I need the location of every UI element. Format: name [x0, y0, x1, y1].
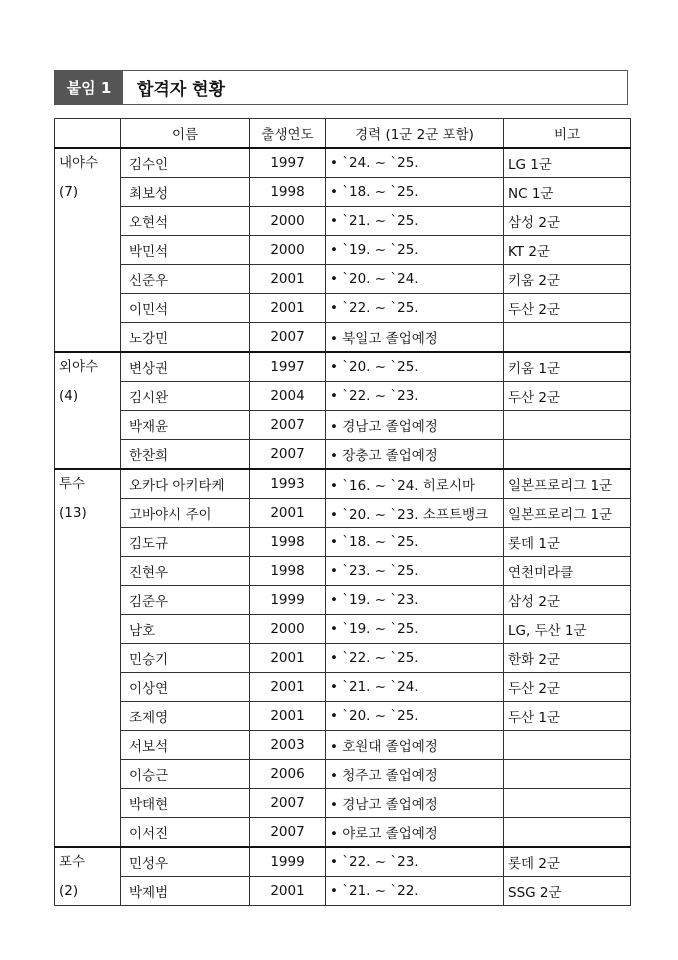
- name-cell: 이민석: [121, 294, 250, 323]
- note-cell: 일본프로리그 1군: [504, 499, 631, 528]
- name-cell: 이승근: [121, 760, 250, 789]
- name-cell: 이서진: [121, 818, 250, 848]
- career-cell: • `22. ~ `23.: [326, 382, 504, 411]
- name-cell: 박민석: [121, 236, 250, 265]
- note-cell: 키움 1군: [504, 352, 631, 382]
- table-row: [55, 818, 631, 848]
- note-cell: 일본프로리그 1군: [504, 469, 631, 499]
- note-cell: [504, 731, 631, 760]
- category-cell: [55, 469, 121, 847]
- career-cell: • `21. ~ `22.: [326, 877, 504, 906]
- birth-year-cell: 1998: [250, 178, 326, 207]
- table-row: [55, 265, 631, 294]
- table-row: [55, 644, 631, 673]
- birth-year-cell: 1997: [250, 148, 326, 178]
- career-cell: • `22. ~ `23.: [326, 847, 504, 877]
- name-cell: 박태현: [121, 789, 250, 818]
- table-row: [55, 528, 631, 557]
- table-row: [55, 760, 631, 789]
- note-cell: [504, 323, 631, 353]
- name-cell: 변상권: [121, 352, 250, 382]
- birth-year-cell: 1993: [250, 469, 326, 499]
- birth-year-cell: 2000: [250, 615, 326, 644]
- career-cell: • 호원대 졸업예정: [326, 731, 504, 760]
- name-cell: 최보성: [121, 178, 250, 207]
- career-cell: • `21. ~ `25.: [326, 207, 504, 236]
- table-row: [55, 148, 631, 178]
- note-cell: [504, 760, 631, 789]
- birth-year-cell: 2007: [250, 411, 326, 440]
- career-cell: • `16. ~ `24. 히로시마: [326, 469, 504, 499]
- career-cell: • `20. ~ `25.: [326, 352, 504, 382]
- note-cell: 연천미라클: [504, 557, 631, 586]
- note-cell: 두산 2군: [504, 382, 631, 411]
- header-career: 경력 (1군 2군 포함): [326, 119, 504, 149]
- birth-year-cell: 2004: [250, 382, 326, 411]
- birth-year-cell: 2001: [250, 702, 326, 731]
- category-label: 외야수: [59, 359, 99, 375]
- career-cell: • `18. ~ `25.: [326, 528, 504, 557]
- name-cell: 김도규: [121, 528, 250, 557]
- birth-year-cell: 1998: [250, 557, 326, 586]
- note-cell: LG 1군: [504, 148, 631, 178]
- name-cell: 서보석: [121, 731, 250, 760]
- career-cell: • `23. ~ `25.: [326, 557, 504, 586]
- note-cell: [504, 818, 631, 848]
- name-cell: 이상연: [121, 673, 250, 702]
- birth-year-cell: 2003: [250, 731, 326, 760]
- name-cell: 진현우: [121, 557, 250, 586]
- career-cell: • `21. ~ `24.: [326, 673, 504, 702]
- career-cell: • `22. ~ `25.: [326, 294, 504, 323]
- birth-year-cell: 2001: [250, 673, 326, 702]
- table-row: [55, 236, 631, 265]
- name-cell: 김수인: [121, 148, 250, 178]
- applicant-table: [54, 118, 631, 906]
- birth-year-cell: 2007: [250, 440, 326, 470]
- table-row: [55, 673, 631, 702]
- header-category: [55, 119, 121, 149]
- table-row: [55, 789, 631, 818]
- career-cell: • 청주고 졸업예정: [326, 760, 504, 789]
- note-cell: [504, 789, 631, 818]
- career-cell: • `20. ~ `24.: [326, 265, 504, 294]
- career-cell: • `24. ~ `25.: [326, 148, 504, 178]
- category-count: (2): [59, 882, 79, 899]
- career-cell: • `20. ~ `23. 소프트뱅크: [326, 499, 504, 528]
- header-birth-year: 출생연도: [250, 119, 326, 149]
- table-row: [55, 877, 631, 906]
- note-cell: 두산 1군: [504, 702, 631, 731]
- birth-year-cell: 1998: [250, 528, 326, 557]
- name-cell: 박재윤: [121, 411, 250, 440]
- note-cell: NC 1군: [504, 178, 631, 207]
- note-cell: 키움 2군: [504, 265, 631, 294]
- table-row: [55, 469, 631, 499]
- table-row: [55, 382, 631, 411]
- table-row: [55, 411, 631, 440]
- category-count: (7): [59, 183, 79, 200]
- table-row: [55, 499, 631, 528]
- career-cell: • 장충고 졸업예정: [326, 440, 504, 470]
- note-cell: 한화 2군: [504, 644, 631, 673]
- career-cell: • `19. ~ `25.: [326, 615, 504, 644]
- table-row: [55, 323, 631, 353]
- birth-year-cell: 2000: [250, 236, 326, 265]
- name-cell: 조제영: [121, 702, 250, 731]
- note-cell: [504, 411, 631, 440]
- note-cell: LG, 두산 1군: [504, 615, 631, 644]
- table-row: [55, 294, 631, 323]
- birth-year-cell: 1999: [250, 847, 326, 877]
- category-count: (4): [59, 387, 79, 404]
- birth-year-cell: 2001: [250, 877, 326, 906]
- table-row: [55, 207, 631, 236]
- header-name: 이름: [121, 119, 250, 149]
- table-row: [55, 557, 631, 586]
- table-row: [55, 178, 631, 207]
- note-cell: [504, 440, 631, 470]
- name-cell: 고바야시 주이: [121, 499, 250, 528]
- table-row: [55, 615, 631, 644]
- birth-year-cell: 2001: [250, 499, 326, 528]
- note-cell: 삼성 2군: [504, 207, 631, 236]
- page-title: 합격자 현황: [137, 80, 226, 100]
- birth-year-cell: 2007: [250, 818, 326, 848]
- birth-year-cell: 2001: [250, 265, 326, 294]
- note-cell: 롯데 1군: [504, 528, 631, 557]
- name-cell: 노강민: [121, 323, 250, 353]
- note-cell: 삼성 2군: [504, 586, 631, 615]
- name-cell: 김준우: [121, 586, 250, 615]
- category-cell: [55, 847, 121, 906]
- career-cell: • 북일고 졸업예정: [326, 323, 504, 353]
- table-row: [55, 586, 631, 615]
- category-count: (13): [59, 504, 87, 521]
- header-note: 비고: [504, 119, 631, 149]
- name-cell: 김시완: [121, 382, 250, 411]
- career-cell: • `19. ~ `25.: [326, 236, 504, 265]
- birth-year-cell: 2006: [250, 760, 326, 789]
- category-label: 내야수: [59, 155, 99, 171]
- name-cell: 오카다 아키타케: [121, 469, 250, 499]
- category-label: 포수: [59, 854, 86, 870]
- table-row: [55, 352, 631, 382]
- birth-year-cell: 2007: [250, 323, 326, 353]
- note-cell: SSG 2군: [504, 877, 631, 906]
- career-cell: • 경남고 졸업예정: [326, 411, 504, 440]
- career-cell: • `19. ~ `23.: [326, 586, 504, 615]
- name-cell: 신준우: [121, 265, 250, 294]
- note-cell: 두산 2군: [504, 673, 631, 702]
- table-row: [55, 731, 631, 760]
- birth-year-cell: 2000: [250, 207, 326, 236]
- name-cell: 오현석: [121, 207, 250, 236]
- category-cell: [55, 148, 121, 352]
- table-row: [55, 440, 631, 470]
- document-title: [54, 70, 628, 105]
- note-cell: KT 2군: [504, 236, 631, 265]
- career-cell: • `18. ~ `25.: [326, 178, 504, 207]
- birth-year-cell: 1999: [250, 586, 326, 615]
- career-cell: • 야로고 졸업예정: [326, 818, 504, 848]
- table-row: [55, 702, 631, 731]
- note-cell: 롯데 2군: [504, 847, 631, 877]
- birth-year-cell: 2001: [250, 294, 326, 323]
- name-cell: 민승기: [121, 644, 250, 673]
- note-cell: 두산 2군: [504, 294, 631, 323]
- career-cell: • 경남고 졸업예정: [326, 789, 504, 818]
- career-cell: • `22. ~ `25.: [326, 644, 504, 673]
- table-row: [55, 847, 631, 877]
- birth-year-cell: 2001: [250, 644, 326, 673]
- table-header-row: [55, 119, 631, 149]
- category-label: 투수: [59, 476, 86, 492]
- career-cell: • `20. ~ `25.: [326, 702, 504, 731]
- attachment-tag: 붙임 1: [55, 71, 123, 104]
- birth-year-cell: 2007: [250, 789, 326, 818]
- category-cell: [55, 352, 121, 469]
- name-cell: 박제범: [121, 877, 250, 906]
- name-cell: 한찬희: [121, 440, 250, 470]
- birth-year-cell: 1997: [250, 352, 326, 382]
- name-cell: 남호: [121, 615, 250, 644]
- name-cell: 민성우: [121, 847, 250, 877]
